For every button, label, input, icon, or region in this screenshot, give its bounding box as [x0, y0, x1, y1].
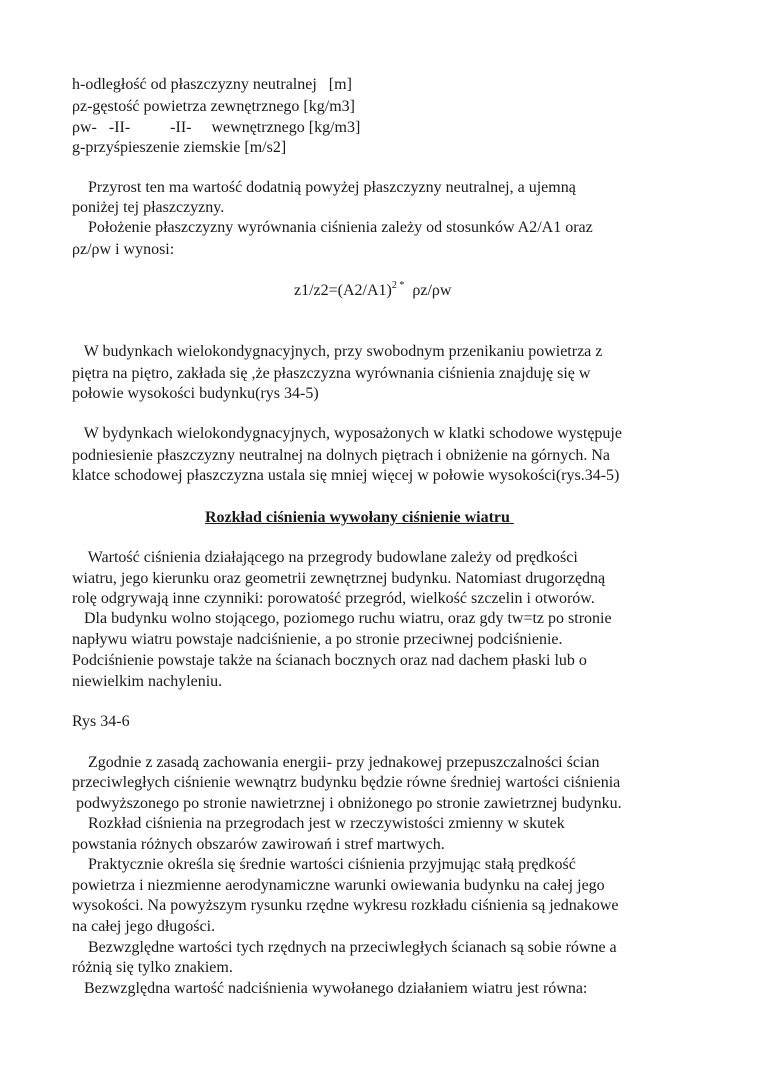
paragraph-line: Zgodnie z zasadą zachowania energii- przy jednakowej przepuszczalności ścian	[72, 754, 600, 771]
paragraph-line: rolę odgrywają inne czynniki: porowatość przegród, wielkość szczelin i otworów.	[72, 590, 595, 607]
paragraph-line: na całej jego długości.	[72, 918, 216, 935]
paragraph-line: ρz/ρw i wynosi:	[72, 241, 175, 258]
legend-line: h-odległość od płaszczyzny neutralnej [m]	[72, 76, 352, 93]
legend-line: g-przyśpieszenie ziemskie [m/s2]	[72, 139, 287, 156]
paragraph-line: wiatru, jego kierunku oraz geometrii zewnętrznej budynku. Natomiast drugorzędną	[72, 570, 606, 587]
figure-reference: Rys 34-6	[72, 713, 130, 730]
formula	[294, 281, 451, 301]
paragraph-line: Podciśnienie powstaje także na ścianach bocznych oraz nad dachem płaski lub o	[72, 652, 587, 669]
paragraph-line: poniżej tej płaszczyzny.	[72, 199, 225, 216]
paragraph-line: niewielkim nachyleniu.	[72, 673, 223, 690]
paragraph-line: wysokości. Na powyższym rysunku rzędne wykresu rozkładu ciśnienia są jednakowe	[72, 897, 619, 914]
paragraph-line: przeciwległych ciśnienie wewnątrz budynku będzie równe średniej wartości ciśnienia	[72, 774, 621, 791]
paragraph-line: powstania różnych obszarów zawirowań i stref martwych.	[72, 836, 445, 853]
paragraph-line: piętra na piętro, zakłada się ,że płaszczyzna wyrównania ciśnienia znajduję się w	[72, 365, 591, 382]
formula-left: z1/z2=(A2/A1)	[294, 282, 392, 299]
formula-exponent: 2 *	[391, 280, 405, 291]
paragraph-line: W budynkach wielokondygnacyjnych, przy swobodnym przenikaniu powietrza z	[72, 343, 603, 360]
section-title: Rozkład ciśnienia wywołany ciśnienie wiatru	[205, 509, 514, 526]
paragraph-line: Bezwzględne wartości tych rzędnych na przeciwległych ścianach są sobie równe a	[72, 939, 617, 956]
paragraph-line: różnią się tylko znakiem.	[72, 959, 233, 976]
formula-right: ρz/ρw	[404, 282, 452, 299]
paragraph-line: klatce schodowej płaszczyzna ustala się mniej więcej w połowie wysokości(rys.34-5)	[72, 467, 620, 484]
paragraph-line: połowie wysokości budynku(rys 34-5)	[72, 385, 319, 402]
paragraph-line: Rozkład ciśnienia na przegrodach jest w rzeczywistości zmienny w skutek	[72, 815, 565, 832]
paragraph-line: Położenie płaszczyzny wyrównania ciśnienia zależy od stosunków A2/A1 oraz	[72, 219, 593, 236]
legend-line: ρw- -II- -II- wewnętrznego [kg/m3]	[72, 119, 361, 136]
paragraph-line: napływu wiatru powstaje nadciśnienie, a po stronie przeciwnej podciśnienie.	[72, 631, 563, 648]
paragraph-line: Praktycznie określa się średnie wartości ciśnienia przyjmując stałą prędkość	[72, 856, 576, 873]
legend-line: ρz-gęstość powietrza zewnętrznego [kg/m3]	[72, 98, 355, 115]
paragraph-line: Przyrost ten ma wartość dodatnią powyżej płaszczyzny neutralnej, a ujemną	[72, 179, 576, 196]
paragraph-line: Wartość ciśnienia działającego na przegrody budowlane zależy od prędkości	[72, 549, 578, 566]
paragraph-line: podniesienie płaszczyzny neutralnej na dolnych piętrach i obniżenie na górnych. Na	[72, 447, 611, 464]
paragraph-line: powietrza i niezmienne aerodynamiczne warunki owiewania budynku na całej jego	[72, 877, 605, 894]
paragraph-line: podwyższonego po stronie nawietrznej i obniżonego po stronie zawietrznej budynku.	[72, 795, 622, 812]
paragraph-line: Dla budynku wolno stojącego, poziomego ruchu wiatru, oraz gdy tw=tz po stronie	[72, 610, 612, 627]
paragraph-line: W bydynkach wielokondygnacyjnych, wyposażonych w klatki schodowe występuje	[72, 425, 622, 442]
paragraph-line: Bezwzględna wartość nadciśnienia wywołanego działaniem wiatru jest równa:	[72, 980, 588, 997]
